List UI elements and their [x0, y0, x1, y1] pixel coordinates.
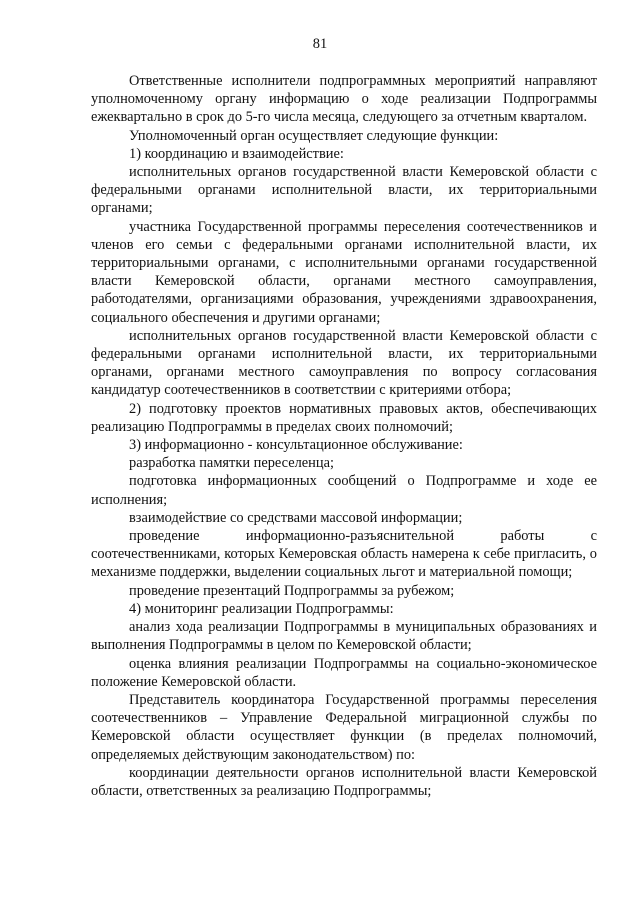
paragraph-function-4-heading: 4) мониторинг реализации Подпрограммы: [129, 600, 394, 617]
paragraph-coordinator-representative: Представитель координатора Государственной программы переселения соотечественников – Управление Федеральной миграционной службы по Кемеровской области осуществляет функции (в пределах полномочий, определяемых действующим законодательством) по: [91, 691, 597, 763]
paragraph-memo-development: разработка памятки переселенца; [129, 455, 334, 472]
paragraph-function-1-heading: 1) координацию и взаимодействие: [129, 145, 344, 162]
paragraph-presentations-abroad: проведение презентаций Подпрограммы за рубежом; [129, 582, 455, 599]
paragraph-implementation-analysis: анализ хода реализации Подпрограммы в муниципальных образованиях и выполнения Подпрограммы в целом по Кемеровской области; [91, 619, 597, 654]
paragraph-function-3-heading: 3) информационно - консультационное обслуживание: [129, 437, 463, 454]
paragraph-coordination-participant: участника Государственной программы переселения соотечественников и членов его семьи с федеральными органами исполнительной власти, их территориальными органами, с исполнительными органами государственной власти Кемеровской области, органами местного самоуправления, работодателями, организациями образования, учреждениями здравоохранения, социального обеспечения и другими органами; [91, 218, 597, 326]
page-number: 81 [312, 36, 328, 52]
paragraph-impact-assessment: оценка влияния реализации Подпрограммы на социально-экономическое положение Кемеровской области. [91, 655, 597, 690]
paragraph-explanatory-work: проведение информационно-разъяснительной работы с соотечественниками, которых Кемеровская область намерена к себе пригласить, о механизме поддержки, выделении социальных льгот и материальной помощи; [91, 528, 597, 581]
paragraph-media-interaction: взаимодействие со средствами массовой информации; [129, 509, 463, 526]
paragraph-coordination-regional-federal: исполнительных органов государственной власти Кемеровской области с федеральными органами исполнительной власти, их территориальными органами; [91, 164, 597, 217]
paragraph-coordination-candidates: исполнительных органов государственной власти Кемеровской области с федеральными органами исполнительной власти, их территориальными органами, органами местного самоуправления по вопросу согласования кандидатур соотечественников в соответствии с критериями отбора; [91, 327, 597, 399]
document-body [91, 72, 597, 800]
paragraph-responsible-reporting: Ответственные исполнители подпрограммных мероприятий направляют уполномоченному органу информацию о ходе реализации Подпрограммы ежеквартально в срок до 5-го числа месяца, следующего за отчетным кварталом. [91, 73, 597, 126]
paragraph-authority-functions-intro: Уполномоченный орган осуществляет следующие функции: [129, 127, 499, 144]
paragraph-function-2: 2) подготовку проектов нормативных правовых актов, обеспечивающих реализацию Подпрограммы в пределах своих полномочий; [91, 400, 597, 435]
paragraph-info-messages: подготовка информационных сообщений о Подпрограмме и ходе ее исполнения; [91, 473, 597, 508]
paragraph-executive-coordination: координации деятельности органов исполнительной власти Кемеровской области, ответственных за реализацию Подпрограммы; [91, 764, 597, 799]
